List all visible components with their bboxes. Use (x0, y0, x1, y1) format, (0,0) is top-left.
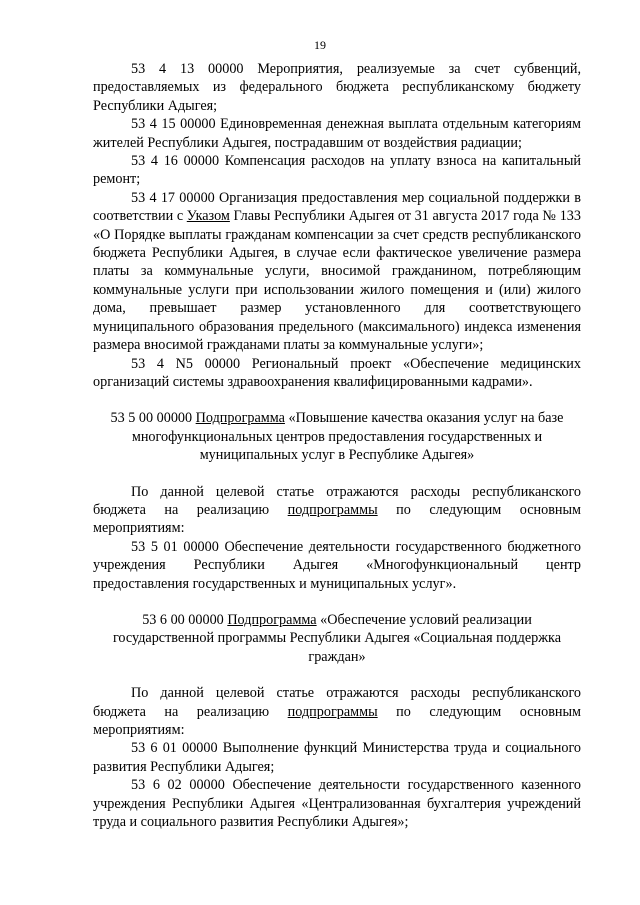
section-intro (93, 684, 581, 739)
subprogram-heading-53-5 (93, 409, 581, 464)
page-number: 19 (314, 38, 326, 52)
item-53-5-01: 53 5 01 00000 Обеспечение деятельности государственного бюджетного учреждения Республики Адыгея «Многофункциональный центр предоставления государственных и муниципальных услуг». (93, 538, 581, 592)
subprogram-link[interactable]: Подпрограмма (195, 410, 285, 427)
document-body (93, 60, 581, 831)
item-53-6-01: 53 6 01 00000 Выполнение функций Министерства труда и социального развития Республики Адыгея; (93, 740, 581, 775)
section-intro (93, 483, 581, 538)
subprogram-code: 53 6 00 00000 (142, 611, 228, 628)
intro-text: по следующим основным мероприятиям: (93, 501, 581, 537)
subprogram-heading-53-6 (93, 611, 581, 666)
subprogram-code: 53 5 00 00000 (110, 410, 196, 427)
item-53-4-15: 53 4 15 00000 Единовременная денежная выплата отдельным категориям жителей Республики Адыгея, пострадавшим от воздействия радиации; (93, 116, 581, 151)
decree-link[interactable]: Указом (186, 208, 230, 225)
item-53-6-02: 53 6 02 00000 Обеспечение деятельности государственного казенного учреждения Республики Адыгея «Централизованная бухгалтерия учреждений труда и социального развития Республики Адыгея»; (93, 777, 581, 831)
intro-text: По данной целевой статье отражаются расходы республиканского бюджета на реализацию (93, 685, 581, 720)
intro-text: По данной целевой статье отражаются расходы республиканского бюджета на реализацию (93, 483, 581, 518)
item-53-4-17 (93, 189, 581, 355)
item-53-4-13: 53 4 13 00000 Мероприятия, реализуемые за счет субвенций, предоставляемых из федерального бюджета республиканскому бюджету Республики Адыгея; (93, 61, 581, 114)
item-53-4-n5: 53 4 N5 00000 Региональный проект «Обеспечение медицинских организаций системы здравоохранения квалифицированными кадрами». (93, 355, 581, 390)
subprogram-ref-link[interactable]: подпрограммы (287, 501, 378, 518)
item-text: 53 4 17 00000 Организация предоставления мер социальной поддержки в соответствии с (93, 189, 581, 225)
subprogram-link[interactable]: Подпрограмма (227, 611, 317, 628)
item-53-4-16: 53 4 16 00000 Компенсация расходов на уплату взноса на капитальный ремонт; (93, 153, 581, 188)
subprogram-ref-link[interactable]: подпрограммы (287, 703, 378, 720)
intro-text: по следующим основным мероприятиям: (93, 703, 581, 738)
item-text: Главы Республики Адыгея от 31 августа 2017 года № 133 «О Порядке выплаты гражданам компенсации за счет средств республиканского бюджета Республики Адыгея, в случае если фактическое увеличение размера платы за коммунальные услуги, вносимой гражданином, потребляющим коммунальные услуги при использовании жилого помещения и (или) жилого дома, превышает размер установленного для соответствующего муниципального образования предельного (максимального) индекса изменения размера вносимой гражданами платы за коммунальные услуги»; (93, 208, 581, 354)
subprogram-title: «Обеспечение условий реализации государственной программы Республики Адыгея «Социальная поддержка граждан» (112, 611, 562, 665)
subprogram-title: «Повышение качества оказания услуг на базе многофункциональных центров предоставления государственных и муниципальных услуг в Республике Адыгея» (131, 410, 564, 464)
